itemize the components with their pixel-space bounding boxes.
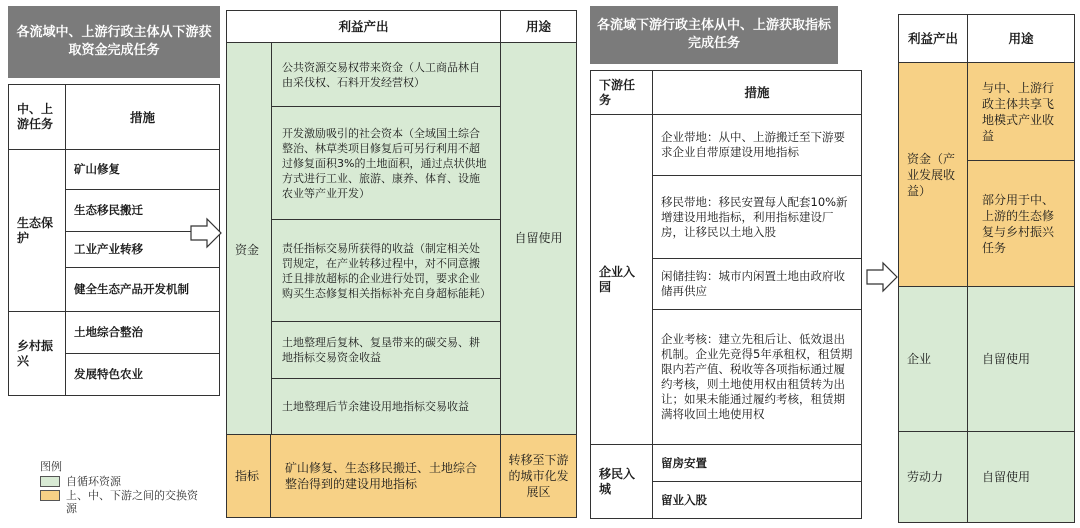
legend-label-exchange: 上、中、下游之间的交换资源 xyxy=(66,489,198,515)
panel2-header-use: 用途 xyxy=(500,10,577,43)
flow-arrow-2 xyxy=(866,262,898,292)
panel3-header-task: 下游任务 xyxy=(590,70,653,115)
panel3-group-migrant-city: 移民入城 xyxy=(590,444,653,519)
legend-swatch-exchange xyxy=(40,490,60,501)
panel4-labor-label: 劳动力 xyxy=(898,431,968,523)
panel1-item-special-agri: 发展特色农业 xyxy=(65,353,220,396)
legend-label-self: 自循环资源 xyxy=(66,475,121,488)
panel4-labor-use: 自留使用 xyxy=(967,431,1075,523)
panel1-banner: 各流域中、上游行政主体从下游获取资金完成任务 xyxy=(8,6,220,78)
panel1-group-ecology: 生态保护 xyxy=(8,149,66,312)
panel2-fund-item-carbon: 土地整理后复林、复垦带来的碳交易、耕地指标交易资金收益 xyxy=(271,321,501,379)
panel3-banner: 各流域下游行政主体从中、上游获取指标完成任务 xyxy=(590,6,838,64)
panel4-enterprise-label: 企业 xyxy=(898,286,968,432)
panel2-quota-label: 指标 xyxy=(226,434,271,518)
legend-title: 图例 xyxy=(40,460,62,473)
legend-swatch-self xyxy=(40,476,60,487)
panel2-fund-item-quota-trade: 责任指标交易所获得的收益（制定相关处罚规定，在产业转移过程中，对不同意搬迁且排放超标的企业进行处罚，要求企业购买生态修复相关指标补充自身超标能耗） xyxy=(271,219,501,322)
panel3-item-enterprise-assess: 企业考核：建立先租后让、低效退出机制。企业先竞得5年承租权，租赁期限内若产值、税收等各项指标通过履约考核，则土地使用权由租赁转为出让；如果未能通过履约考核，租赁期满将收回土地使用权 xyxy=(652,309,862,445)
panel1-header-task: 中、上游任务 xyxy=(8,84,66,150)
panel1-item-eco-relocation: 生态移民搬迁 xyxy=(65,189,220,232)
panel4-header-use: 用途 xyxy=(967,14,1075,63)
panel3-item-share: 留业入股 xyxy=(652,481,862,519)
panel3-group-enterprise: 企业入园 xyxy=(590,114,653,445)
panel1-header-measure: 措施 xyxy=(65,84,220,150)
panel1-item-land-consolidation: 土地综合整治 xyxy=(65,311,220,354)
panel2-fund-item-surplus: 土地整理后节余建设用地指标交易收益 xyxy=(271,378,501,435)
panel4-fund-use-share: 与中、上游行政主体共享飞地模式产业收益 xyxy=(967,62,1075,161)
panel4-fund-label: 资金（产业发展收益） xyxy=(898,62,968,287)
panel1-item-mine-restore: 矿山修复 xyxy=(65,149,220,190)
panel2-header-benefit: 利益产出 xyxy=(226,10,501,43)
panel2-quota-use: 转移至下游的城市化发展区 xyxy=(500,434,577,518)
panel1-item-eco-product: 健全生态产品开发机制 xyxy=(65,267,220,312)
panel3-item-enterprise-land: 企业带地：从中、上游搬迁至下游要求企业自带原建设用地指标 xyxy=(652,114,862,176)
panel3-item-migrant-land: 移民带地：移民安置每人配套10%新增建设用地指标，利用指标建设厂房，让移民以土地入股 xyxy=(652,175,862,259)
panel4-header-benefit: 利益产出 xyxy=(898,14,968,63)
panel3-item-housing: 留房安置 xyxy=(652,444,862,482)
panel2-fund-label: 资金 xyxy=(235,243,260,257)
panel2-fund-item-public-trade: 公共资源交易权带来资金（人工商品林自由采伐权、石料开发经营权） xyxy=(271,42,501,107)
panel2-quota-item: 矿山修复、生态移民搬迁、土地综合整治得到的建设用地指标 xyxy=(270,434,501,518)
panel3-item-idle-storage: 闲储挂钩：城市内闲置土地由政府收储再供应 xyxy=(652,258,862,310)
panel4-enterprise-use: 自留使用 xyxy=(967,286,1075,432)
panel1-item-industry-transfer: 工业产业转移 xyxy=(65,231,220,268)
panel2-fund-use: 自留使用 xyxy=(500,42,577,435)
panel4-fund-use-upstream: 部分用于中、上游的生态修复与乡村振兴任务 xyxy=(967,160,1075,287)
panel2-fund-item-social-capital: 开发激励吸引的社会资本（全域国土综合整治、林草类项目修复后可另行利用不超过修复面积3%的土地面积，通过点状供地方式进行工业、旅游、康养、体育、设施农业等产业开发） xyxy=(271,106,501,220)
flow-arrow-1 xyxy=(190,218,222,248)
panel3-header-measure: 措施 xyxy=(652,70,862,115)
panel1-group-rural: 乡村振兴 xyxy=(8,311,66,396)
